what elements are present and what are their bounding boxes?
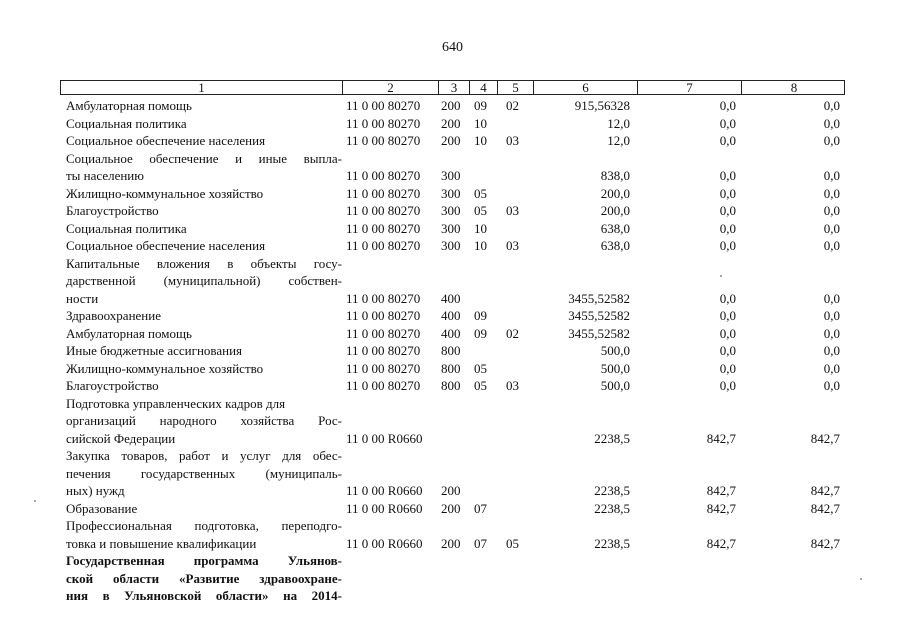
scan-speck	[860, 578, 862, 580]
row-name: организаций народного хозяйства Рос-	[66, 413, 342, 428]
row-col3: 200	[441, 500, 461, 516]
row-code: 11 0 00 80270	[346, 325, 421, 341]
row-value-7: 842,7	[706, 430, 736, 446]
row-name: дарственной (муниципальной) собствен-	[66, 273, 342, 288]
row-col4	[474, 570, 499, 588]
row-code: 11 0 00 80270	[346, 168, 421, 183]
row-value-8: 842,7	[810, 430, 840, 446]
row-col4: 10	[474, 220, 487, 236]
column-header-2: 2	[342, 81, 438, 94]
column-header-7: 7	[637, 81, 741, 94]
row-col5: 03	[506, 203, 519, 218]
row-value-8: 0,0	[823, 133, 840, 148]
row-value-7	[636, 412, 736, 430]
row-name: ния в Ульяновской области» на 2014-	[66, 588, 342, 603]
row-code: 11 0 00 80270	[346, 185, 421, 201]
row-value-8	[741, 570, 840, 588]
row-col3	[441, 552, 471, 570]
row-value-7: 842,7	[706, 483, 736, 498]
row-value-7: 0,0	[719, 115, 736, 131]
row-col4: 09	[474, 308, 487, 323]
column-header-8: 8	[741, 81, 846, 94]
row-name: Государственная программа Ульянов-	[66, 553, 342, 568]
row-value-7: 0,0	[719, 378, 736, 393]
row-col4	[474, 255, 499, 273]
row-value-8: 0,0	[823, 168, 840, 183]
row-value-6: 2238,5	[594, 535, 630, 551]
row-value-7	[636, 552, 736, 570]
scan-speck	[720, 275, 722, 277]
row-value-8: 0,0	[823, 115, 840, 131]
row-value-8: 0,0	[823, 98, 840, 113]
row-name: Образование	[66, 500, 138, 516]
row-code	[346, 272, 438, 290]
row-col3: 800	[441, 378, 461, 393]
row-col4	[474, 447, 499, 465]
row-col4	[474, 167, 499, 185]
row-col5: 05	[506, 535, 519, 551]
row-name: сийской Федерации	[66, 430, 176, 446]
column-header-5: 5	[497, 81, 533, 94]
row-value-8	[741, 255, 840, 273]
row-code	[346, 395, 438, 413]
row-col3	[441, 412, 471, 430]
column-header-6: 6	[533, 81, 637, 94]
row-col5: 02	[506, 325, 519, 341]
row-value-8	[741, 150, 840, 168]
row-col4	[474, 552, 499, 570]
row-col3	[441, 465, 471, 483]
row-value-6: 638,0	[600, 238, 630, 253]
row-col3: 300	[441, 185, 461, 201]
row-name: Закупка товаров, работ и услуг для обес-	[66, 448, 342, 463]
row-code: 11 0 00 80270	[346, 98, 421, 113]
row-col4: 05	[474, 360, 487, 376]
row-col3: 300	[441, 238, 461, 253]
row-name: Социальная политика	[66, 220, 187, 236]
row-value-6	[526, 272, 630, 290]
row-value-7	[636, 587, 736, 605]
row-col4: 05	[474, 378, 487, 393]
row-col3: 800	[441, 360, 461, 376]
row-value-6: 200,0	[600, 203, 630, 218]
row-code: 11 0 00 80270	[346, 290, 421, 306]
row-value-7: 0,0	[719, 220, 736, 236]
row-col4	[474, 395, 499, 413]
row-value-6	[526, 465, 630, 483]
table-header-row	[60, 80, 845, 95]
row-value-8: 0,0	[823, 308, 840, 323]
row-code: 11 0 00 R0660	[346, 535, 423, 551]
row-col4	[474, 587, 499, 605]
row-name: Здравоохранение	[66, 308, 161, 323]
row-name: товка и повышение квалификации	[66, 535, 257, 551]
row-col5: 03	[506, 238, 519, 253]
row-value-6	[526, 517, 630, 535]
row-col5: 03	[506, 378, 519, 393]
row-value-6: 2238,5	[594, 500, 630, 516]
row-code	[346, 552, 438, 570]
row-code: 11 0 00 80270	[346, 133, 421, 148]
row-col4	[474, 465, 499, 483]
row-value-6: 2238,5	[594, 483, 630, 498]
row-col3	[441, 587, 471, 605]
row-value-7: 0,0	[719, 98, 736, 113]
row-value-8: 0,0	[823, 238, 840, 253]
row-col3	[441, 570, 471, 588]
row-value-7	[636, 395, 736, 413]
row-col4: 05	[474, 203, 487, 218]
row-value-6	[526, 570, 630, 588]
row-value-6: 500,0	[600, 343, 630, 358]
column-header-4: 4	[469, 81, 497, 94]
row-value-6: 500,0	[600, 378, 630, 393]
column-header-1: 1	[198, 80, 205, 95]
row-code: 11 0 00 80270	[346, 360, 421, 376]
row-code: 11 0 00 R0660	[346, 430, 423, 446]
row-name: Социальное обеспечение и иные выпла-	[66, 150, 342, 166]
page-number: 640	[442, 40, 463, 55]
row-value-6	[526, 552, 630, 570]
column-header-3: 3	[438, 81, 469, 94]
row-code: 11 0 00 80270	[346, 115, 421, 131]
row-name: Благоустройство	[66, 203, 159, 218]
row-value-8	[741, 272, 840, 290]
row-value-6: 2238,5	[594, 430, 630, 446]
row-col4: 09	[474, 325, 487, 341]
row-col3	[441, 447, 471, 465]
row-code	[346, 150, 438, 168]
row-name: Амбулаторная помощь	[66, 325, 192, 341]
row-name: Благоустройство	[66, 378, 159, 393]
row-name: ных) нужд	[66, 483, 125, 498]
row-col3: 400	[441, 290, 461, 306]
row-col4	[474, 150, 499, 168]
row-value-7: 0,0	[719, 343, 736, 358]
row-col3: 300	[441, 168, 461, 183]
row-col3: 200	[441, 98, 461, 113]
row-col3	[441, 150, 471, 168]
row-code: 11 0 00 R0660	[346, 500, 423, 516]
row-name: Социальная политика	[66, 115, 187, 131]
row-code: 11 0 00 80270	[346, 220, 421, 236]
row-code: 11 0 00 80270	[346, 308, 421, 323]
row-code: 11 0 00 80270	[346, 378, 421, 393]
row-col5: 03	[506, 133, 519, 148]
row-col4: 09	[474, 98, 487, 113]
row-name: Амбулаторная помощь	[66, 98, 192, 113]
row-value-6: 3455,52582	[568, 290, 630, 306]
row-name: Подготовка управленческих кадров для	[66, 395, 286, 411]
row-code: 11 0 00 R0660	[346, 483, 423, 498]
row-name: Жилищно-коммунальное хозяйство	[66, 360, 264, 376]
row-value-7: 0,0	[719, 360, 736, 376]
row-value-6	[526, 255, 630, 273]
row-value-7: 0,0	[719, 203, 736, 218]
row-col4: 07	[474, 500, 487, 516]
row-name: Жилищно-коммунальное хозяйство	[66, 185, 264, 201]
row-value-7: 0,0	[719, 185, 736, 201]
scan-speck	[34, 500, 36, 502]
row-value-7	[636, 255, 736, 273]
row-value-6: 3455,52582	[568, 325, 630, 341]
row-value-8: 0,0	[823, 325, 840, 341]
row-col3: 200	[441, 535, 461, 551]
row-code	[346, 255, 438, 273]
row-value-8	[741, 587, 840, 605]
row-name: Капитальные вложения в объекты госу-	[66, 255, 342, 271]
row-col4	[474, 412, 499, 430]
row-col3	[441, 517, 471, 535]
row-code: 11 0 00 80270	[346, 343, 421, 358]
row-col4: 10	[474, 238, 487, 253]
row-value-6	[526, 447, 630, 465]
row-value-8: 842,7	[810, 500, 840, 516]
row-col3	[441, 430, 471, 448]
row-value-8: 842,7	[810, 535, 840, 551]
row-value-8: 0,0	[823, 185, 840, 201]
row-code	[346, 570, 438, 588]
row-code: 11 0 00 80270	[346, 203, 421, 218]
row-value-6: 915,56328	[574, 98, 630, 113]
row-value-8	[741, 395, 840, 413]
row-col3: 400	[441, 308, 461, 323]
row-value-7	[636, 447, 736, 465]
row-col4	[474, 517, 499, 535]
row-value-7: 0,0	[719, 308, 736, 323]
row-name: Профессиональная подготовка, переподго-	[66, 518, 342, 533]
row-value-8	[741, 517, 840, 535]
row-value-8: 0,0	[823, 203, 840, 218]
row-value-7: 0,0	[719, 133, 736, 148]
row-value-6: 638,0	[600, 220, 630, 236]
row-code	[346, 465, 438, 483]
row-value-8: 842,7	[810, 483, 840, 498]
row-name: печения государственных (муниципаль-	[66, 465, 342, 481]
row-value-7: 0,0	[719, 238, 736, 253]
row-value-7: 0,0	[719, 325, 736, 341]
row-value-7	[636, 465, 736, 483]
row-value-7: 0,0	[719, 168, 736, 183]
row-value-7	[636, 150, 736, 168]
row-col4	[474, 482, 499, 500]
row-col4: 10	[474, 133, 487, 148]
row-value-8: 0,0	[823, 220, 840, 236]
row-value-8	[741, 465, 840, 483]
row-col3: 400	[441, 325, 461, 341]
row-value-6	[526, 412, 630, 430]
row-value-8: 0,0	[823, 378, 840, 393]
row-value-8	[741, 447, 840, 465]
row-value-7: 0,0	[719, 290, 736, 306]
row-code	[346, 412, 438, 430]
row-col3: 800	[441, 343, 461, 358]
row-value-7	[636, 517, 736, 535]
row-value-6: 3455,52582	[568, 308, 630, 323]
row-col4	[474, 272, 499, 290]
row-value-7: 842,7	[706, 500, 736, 516]
row-value-6	[526, 587, 630, 605]
row-value-8: 0,0	[823, 360, 840, 376]
row-value-6	[526, 150, 630, 168]
row-name: Социальное обеспечение населения	[66, 133, 266, 148]
row-value-6: 838,0	[600, 168, 630, 183]
row-value-8	[741, 412, 840, 430]
row-code	[346, 447, 438, 465]
row-value-8	[741, 552, 840, 570]
row-value-7: 842,7	[706, 535, 736, 551]
row-name: ности	[66, 290, 99, 306]
row-col5: 02	[506, 98, 519, 113]
row-col3	[441, 272, 471, 290]
row-value-6: 12,0	[607, 115, 630, 131]
row-value-6: 500,0	[600, 360, 630, 376]
row-value-7	[636, 570, 736, 588]
row-col4: 10	[474, 115, 487, 131]
row-value-6: 12,0	[607, 133, 630, 148]
row-value-8: 0,0	[823, 290, 840, 306]
row-col4	[474, 342, 499, 360]
row-value-6: 200,0	[600, 185, 630, 201]
row-col3: 300	[441, 203, 461, 218]
row-code	[346, 517, 438, 535]
row-col4	[474, 290, 499, 308]
row-col3	[441, 255, 471, 273]
row-value-8: 0,0	[823, 343, 840, 358]
row-name: Социальное обеспечение населения	[66, 238, 266, 253]
row-value-6	[526, 395, 630, 413]
row-col3	[441, 395, 471, 413]
row-name: ты населению	[66, 168, 144, 183]
row-code: 11 0 00 80270	[346, 238, 421, 253]
row-col3: 200	[441, 133, 461, 148]
row-col3: 300	[441, 220, 461, 236]
row-name: ской области «Развитие здравоохране-	[66, 570, 342, 586]
row-col4: 07	[474, 535, 487, 551]
row-name: Иные бюджетные ассигнования	[66, 343, 243, 358]
row-code	[346, 587, 438, 605]
row-col4	[474, 430, 499, 448]
row-col3: 200	[441, 483, 461, 498]
row-col4: 05	[474, 185, 487, 201]
row-col3: 200	[441, 115, 461, 131]
